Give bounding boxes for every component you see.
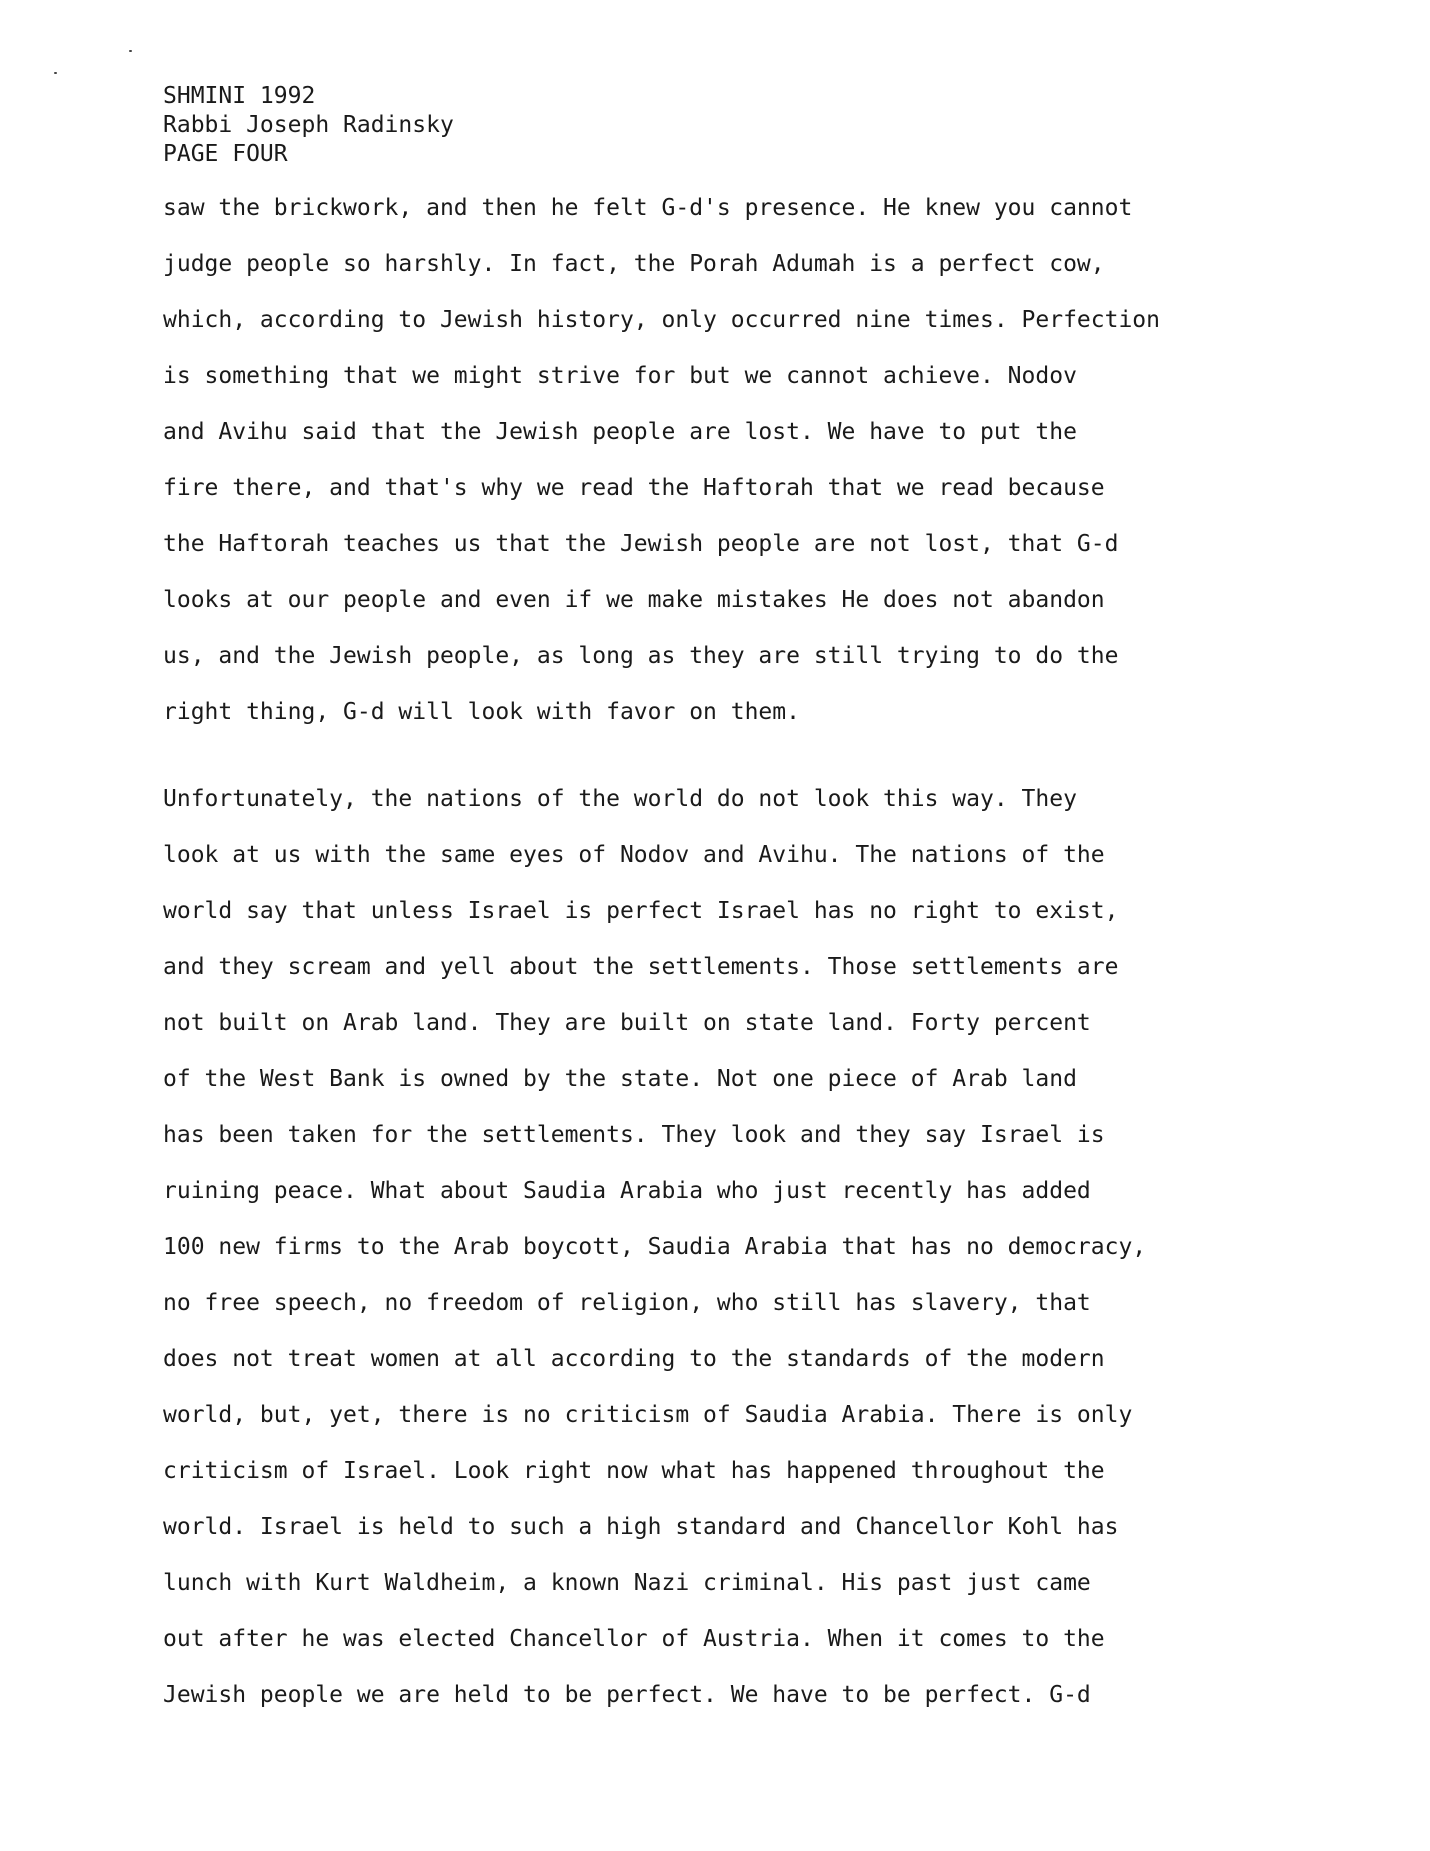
text-line: no free speech, no freedom of religion, who still has slavery, that — [163, 1290, 1091, 1316]
text-line: of the West Bank is owned by the state. Not one piece of Arab land — [163, 1066, 1077, 1092]
text-line: the Haftorah teaches us that the Jewish people are not lost, that G-d — [163, 531, 1119, 557]
text-line: 100 new firms to the Arab boycott, Saudia Arabia that has no democracy, — [163, 1234, 1147, 1260]
text-line: Jewish people we are held to be perfect. We have to be perfect. G-d — [163, 1682, 1091, 1708]
text-line: and Avihu said that the Jewish people are lost. We have to put the — [163, 419, 1077, 445]
text-line: has been taken for the settlements. They look and they say Israel is — [163, 1122, 1105, 1148]
text-line: does not treat women at all according to the standards of the modern — [163, 1346, 1105, 1372]
scan-speck — [54, 72, 57, 74]
text-line: ruining peace. What about Saudia Arabia who just recently has added — [163, 1178, 1091, 1204]
text-line: judge people so harshly. In fact, the Porah Adumah is a perfect cow, — [163, 251, 1105, 277]
text-line: world, but, yet, there is no criticism of Saudia Arabia. There is only — [163, 1402, 1133, 1428]
document-author: Rabbi Joseph Radinsky — [163, 112, 454, 138]
page-label: PAGE FOUR — [163, 141, 288, 167]
text-line: lunch with Kurt Waldheim, a known Nazi criminal. His past just came — [163, 1570, 1091, 1596]
page-header — [163, 82, 454, 169]
paragraph-1 — [163, 180, 1160, 740]
text-line: look at us with the same eyes of Nodov and Avihu. The nations of the — [163, 842, 1105, 868]
document-title: SHMINI 1992 — [163, 83, 316, 109]
text-line: out after he was elected Chancellor of Austria. When it comes to the — [163, 1626, 1105, 1652]
text-line: us, and the Jewish people, as long as they are still trying to do the — [163, 643, 1119, 669]
text-line: Unfortunately, the nations of the world do not look this way. They — [163, 786, 1077, 812]
text-line: is something that we might strive for but we cannot achieve. Nodov — [163, 363, 1077, 389]
text-line: fire there, and that's why we read the Haftorah that we read because — [163, 475, 1105, 501]
paragraph-2 — [163, 771, 1146, 1723]
text-line: not built on Arab land. They are built on state land. Forty percent — [163, 1010, 1091, 1036]
text-line: and they scream and yell about the settlements. Those settlements are — [163, 954, 1119, 980]
text-line: world. Israel is held to such a high standard and Chancellor Kohl has — [163, 1514, 1119, 1540]
scan-speck — [129, 50, 132, 52]
text-line: looks at our people and even if we make mistakes He does not abandon — [163, 587, 1105, 613]
text-line: world say that unless Israel is perfect Israel has no right to exist, — [163, 898, 1119, 924]
text-line: which, according to Jewish history, only occurred nine times. Perfection — [163, 307, 1160, 333]
text-line: criticism of Israel. Look right now what has happened throughout the — [163, 1458, 1105, 1484]
text-line: saw the brickwork, and then he felt G-d's presence. He knew you cannot — [163, 195, 1133, 221]
text-line: right thing, G-d will look with favor on them. — [163, 699, 800, 725]
